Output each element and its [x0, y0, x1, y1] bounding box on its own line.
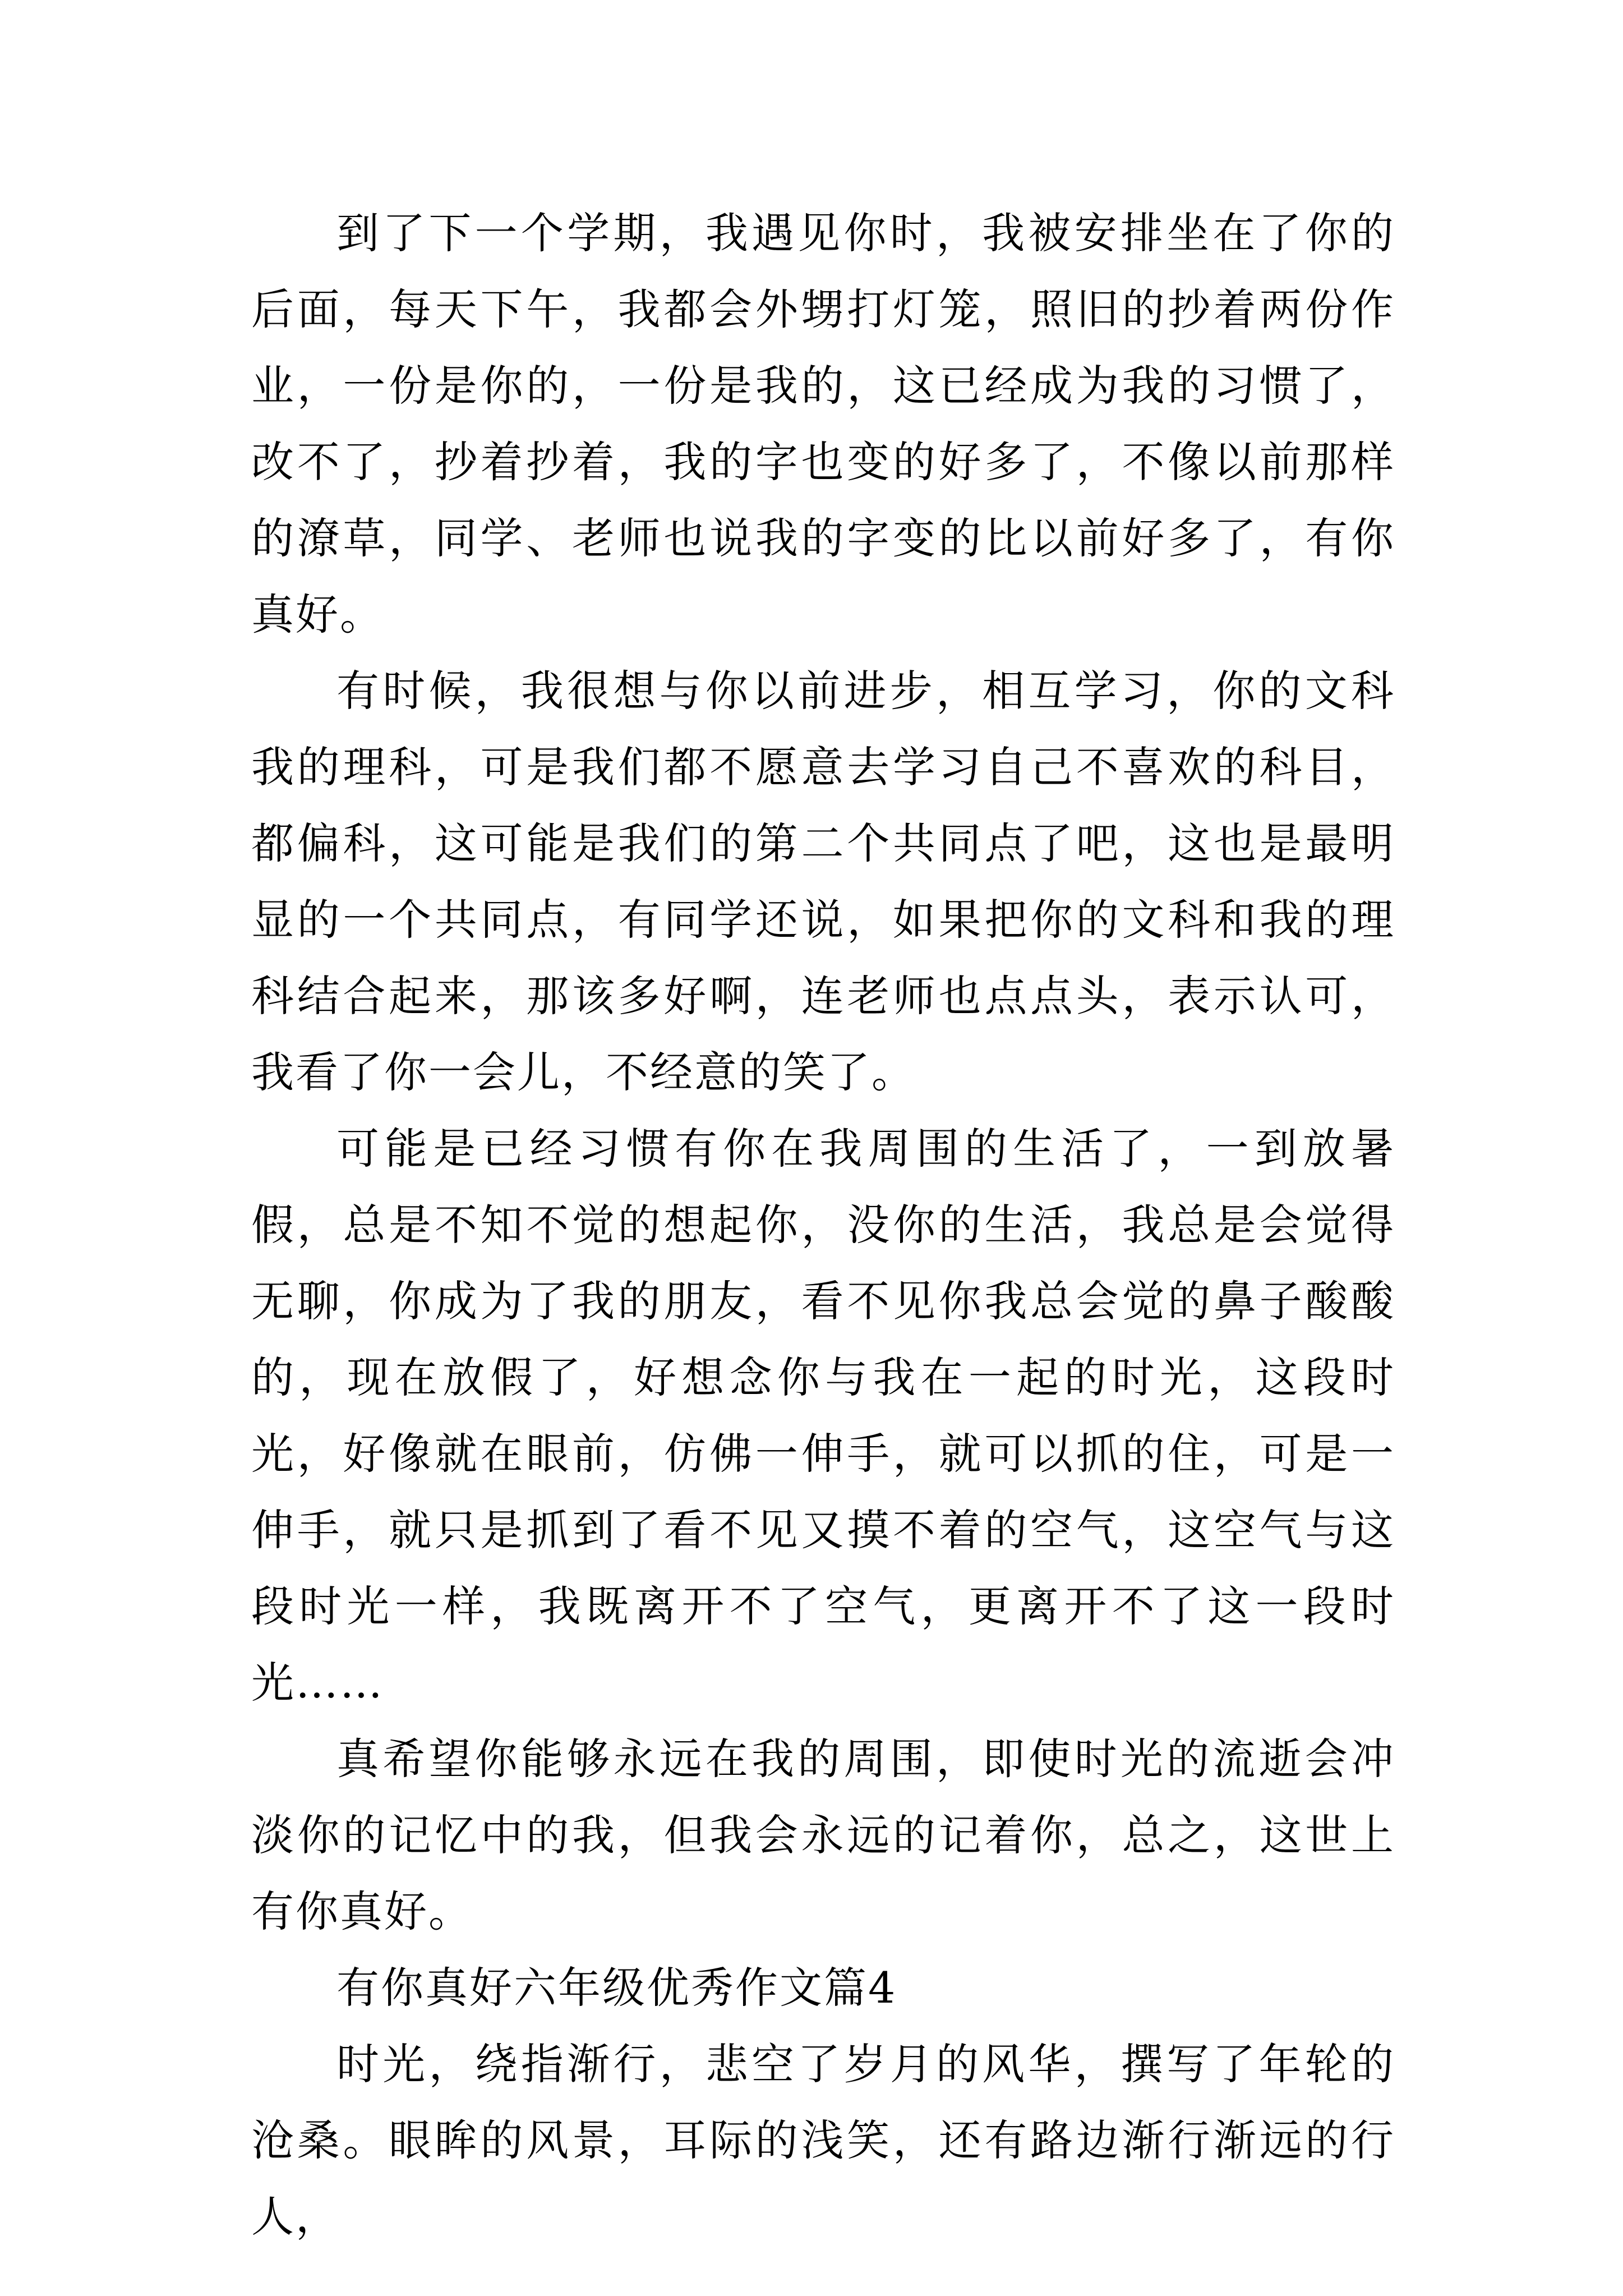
paragraph-3: 可能是已经习惯有你在我周围的生活了，一到放暑假，总是不知不觉的想起你，没你的生活，我总是会觉得无聊，你成为了我的朋友，看不见你我总会觉的鼻子酸酸的，现在放假了，好想念你与我在一起的时光，这段时光，好像就在眼前，仿佛一伸手，就可以抓的住，可是一伸手，就只是抓到了看不见又摸不着的空气，这空气与这段时光一样，我既离开不了空气，更离开不了这一段时光……: [251, 1124, 1395, 1708]
paragraph-4: 真希望你能够永远在我的周围，即使时光的流逝会冲淡你的记忆中的我，但我会永远的记着你，总之，这世上有你真好。: [251, 1734, 1395, 1936]
paragraph-2: 有时候，我很想与你以前进步，相互学习，你的文科我的理科，可是我们都不愿意去学习自己不喜欢的科目，都偏科，这可能是我们的第二个共同点了吧，这也是最明显的一个共同点，有同学还说，如果把你的文科和我的理科结合起来，那该多好啊，连老师也点点头，表示认可，我看了你一会儿，不经意的笑了。: [251, 666, 1395, 1097]
paragraph-5: 时光，绕指渐行，悲空了岁月的风华，撰写了年轮的沧桑。眼眸的风景，耳际的浅笑，还有路边渐行渐远的行人，: [251, 2039, 1395, 2242]
section-heading: 有你真好六年级优秀作文篇4: [336, 1963, 897, 2013]
paragraph-1: 到了下一个学期，我遇见你时，我被安排坐在了你的后面，每天下午，我都会外甥打灯笼，照旧的抄着两份作业，一份是你的，一份是我的，这已经成为我的习惯了，改不了，抄着抄着，我的字也变的好多了，不像以前那样的潦草，同学、老师也说我的字变的比以前好多了，有你真好。: [251, 208, 1395, 639]
document-body: [251, 195, 1395, 2255]
